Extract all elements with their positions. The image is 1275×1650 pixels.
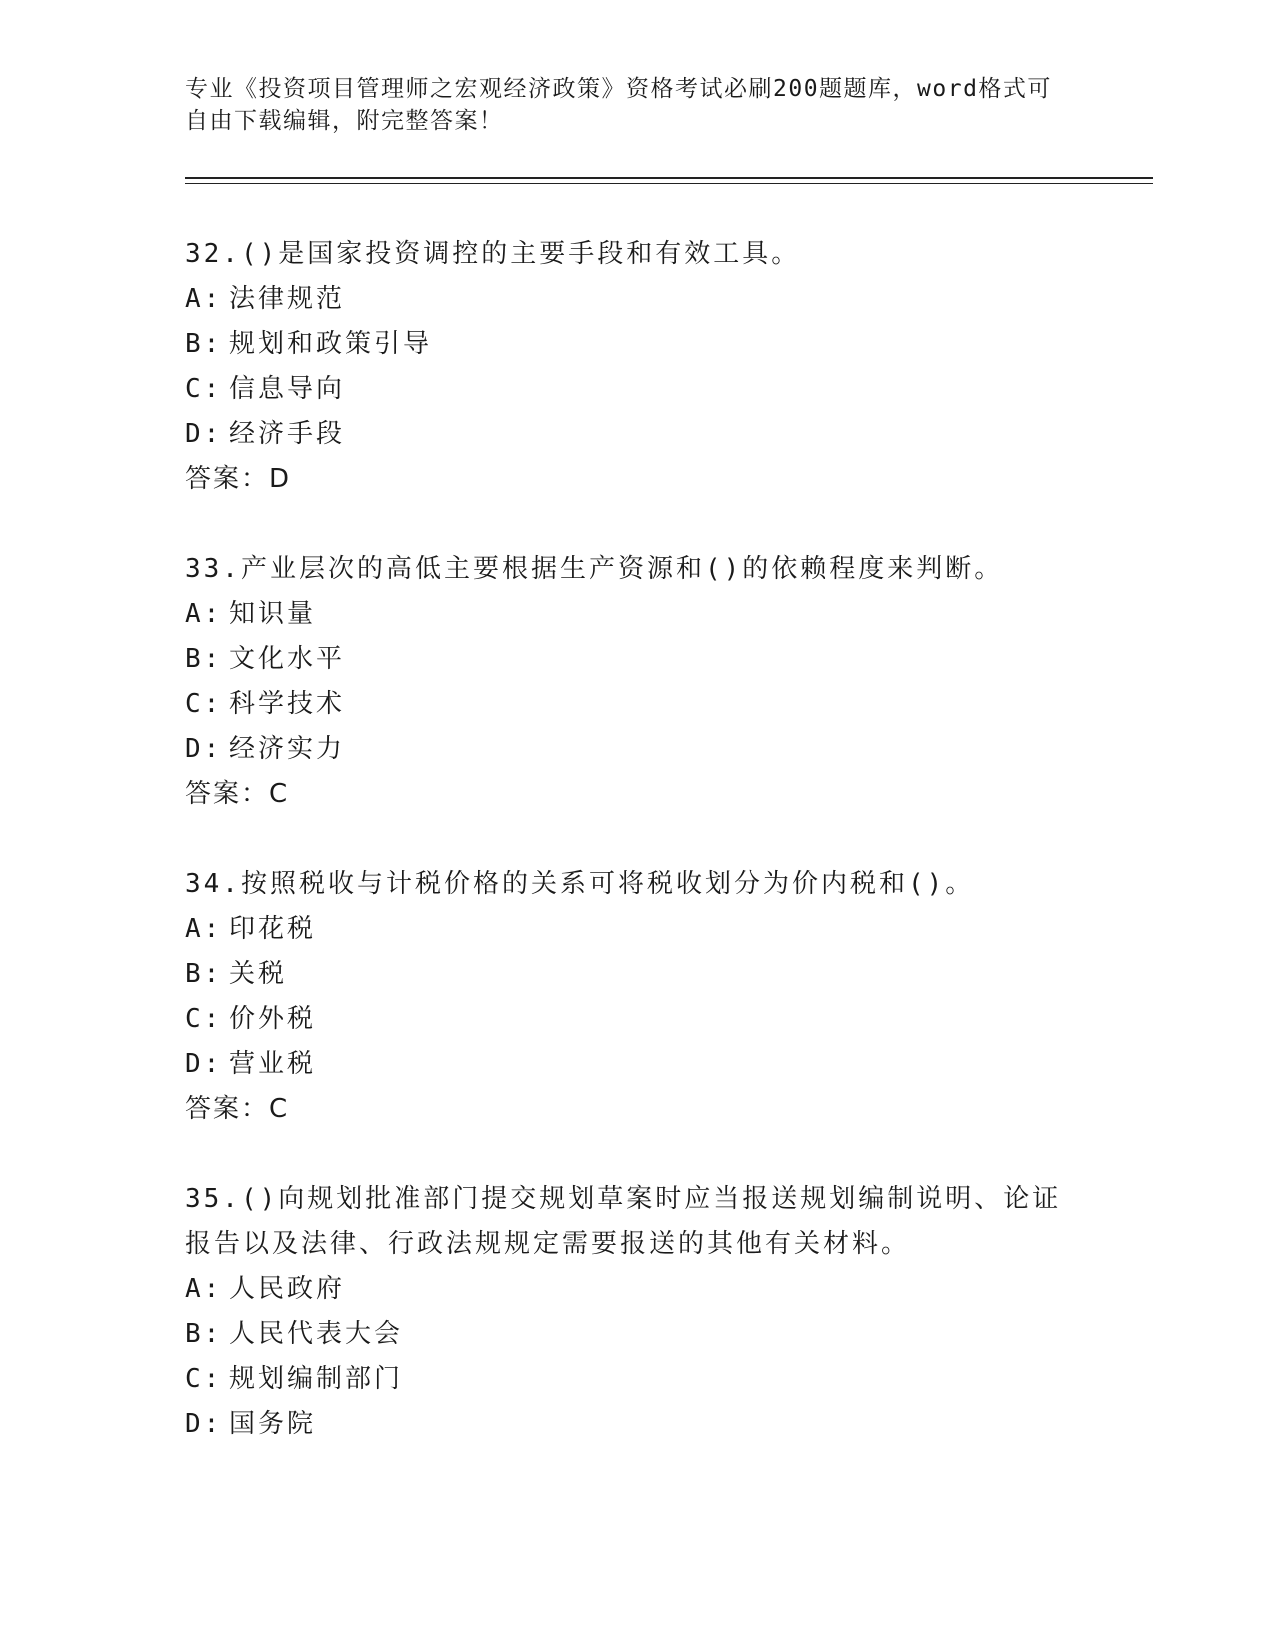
option-d: D: 营业税	[185, 1049, 317, 1079]
option-d: D: 经济实力	[185, 734, 346, 764]
option-a: A: 法律规范	[185, 284, 346, 314]
option-c: C: 价外税	[185, 1004, 317, 1034]
header-line-2: 自由下载编辑，附完整答案！	[185, 108, 504, 134]
question-35	[185, 1177, 1065, 1447]
answer: 答案：D	[185, 464, 292, 494]
question-stem: 32.()是国家投资调控的主要手段和有效工具。	[185, 239, 801, 269]
option-b: B: 关税	[185, 959, 288, 989]
header-line-1: 专业《投资项目管理师之宏观经济政策》资格考试必刷200题题库，word格式可	[185, 76, 1052, 102]
answer: 答案：C	[185, 1094, 290, 1124]
option-b: B: 文化水平	[185, 644, 346, 674]
option-c: C: 科学技术	[185, 689, 346, 719]
option-a: A: 人民政府	[185, 1274, 346, 1304]
question-stem: 33.产业层次的高低主要根据生产资源和()的依赖程度来判断。	[185, 554, 1004, 584]
question-33	[185, 547, 1085, 817]
header-divider	[185, 177, 1153, 179]
option-d: D: 国务院	[185, 1409, 317, 1439]
option-d: D: 经济手段	[185, 419, 346, 449]
option-b: B: 人民代表大会	[185, 1319, 404, 1349]
question-stem: 34.按照税收与计税价格的关系可将税收划分为价内税和()。	[185, 869, 975, 899]
document-header	[185, 73, 1065, 137]
question-stem: 35.()向规划批准部门提交规划草案时应当报送规划编制说明、论证报告以及法律、行政法规规定需要报送的其他有关材料。	[185, 1184, 1062, 1259]
option-c: C: 规划编制部门	[185, 1364, 404, 1394]
answer: 答案：C	[185, 779, 290, 809]
option-a: A: 印花税	[185, 914, 317, 944]
option-c: C: 信息导向	[185, 374, 346, 404]
option-a: A: 知识量	[185, 599, 317, 629]
option-b: B: 规划和政策引导	[185, 329, 433, 359]
question-34	[185, 862, 1085, 1132]
header-divider-thin	[185, 183, 1153, 184]
question-32	[185, 232, 1085, 502]
